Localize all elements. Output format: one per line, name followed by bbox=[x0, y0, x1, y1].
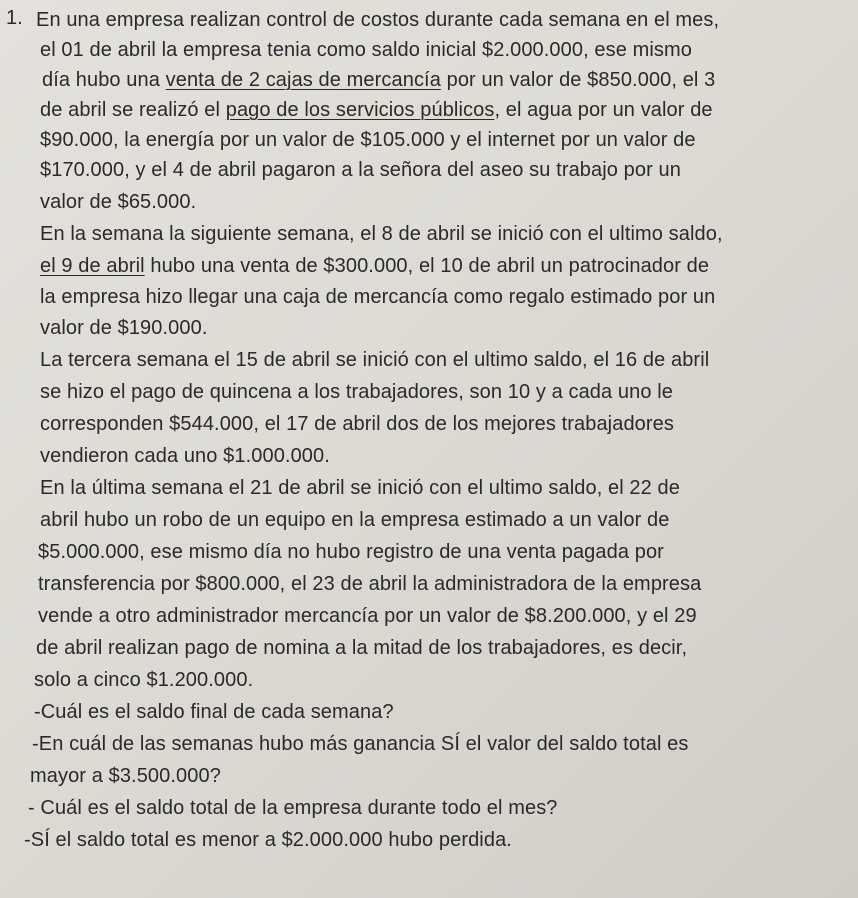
text-line: abril hubo un robo de un equipo en la empresa estimado a un valor de bbox=[40, 509, 670, 531]
question-4: -SÍ el saldo total es menor a $2.000.000 hubo perdida. bbox=[24, 829, 512, 851]
text-line: $90.000, la energía por un valor de $105.000 y el internet por un valor de bbox=[40, 129, 696, 151]
text-line: transferencia por $800.000, el 23 de abril la administradora de la empresa bbox=[38, 573, 702, 595]
text-line bbox=[40, 98, 713, 122]
text-line: $170.000, y el 4 de abril pagaron a la señora del aseo su trabajo por un bbox=[40, 159, 681, 181]
text-line: corresponden $544.000, el 17 de abril dos de los mejores trabajadores bbox=[40, 413, 674, 435]
text-line: se hizo el pago de quincena a los trabajadores, son 10 y a cada uno le bbox=[40, 381, 673, 403]
underlined-text: venta de 2 cajas de mercancía bbox=[165, 69, 441, 91]
text-line bbox=[42, 68, 715, 92]
text-line: En una empresa realizan control de costos durante cada semana en el mes, bbox=[36, 9, 720, 31]
text-line bbox=[40, 254, 709, 278]
text-line: valor de $65.000. bbox=[40, 191, 197, 213]
text-line: En la última semana el 21 de abril se inició con el ultimo saldo, el 22 de bbox=[40, 477, 680, 499]
problem-number: 1. bbox=[6, 7, 23, 29]
question-2-continued: mayor a $3.500.000? bbox=[30, 765, 221, 787]
question-2: -En cuál de las semanas hubo más ganancia SÍ el valor del saldo total es bbox=[32, 733, 689, 755]
text-line: el 01 de abril la empresa tenia como saldo inicial $2.000.000, ese mismo bbox=[40, 39, 693, 61]
text-line: $5.000.000, ese mismo día no hubo registro de una venta pagada por bbox=[38, 541, 664, 563]
underlined-text: pago de los servicios públicos bbox=[225, 99, 495, 121]
text-line: vendieron cada uno $1.000.000. bbox=[40, 445, 330, 467]
text-line: de abril realizan pago de nomina a la mitad de los trabajadores, es decir, bbox=[36, 637, 688, 659]
question-1: -Cuál es el saldo final de cada semana? bbox=[34, 701, 394, 723]
text-line: En la semana la siguiente semana, el 8 de abril se inició con el ultimo saldo, bbox=[40, 223, 723, 245]
question-3: - Cuál es el saldo total de la empresa durante todo el mes? bbox=[28, 797, 558, 819]
text-segment: de abril se realizó el bbox=[40, 99, 226, 121]
text-segment: día hubo una bbox=[42, 69, 166, 91]
text-line: la empresa hizo llegar una caja de mercancía como regalo estimado por un bbox=[40, 286, 716, 308]
text-segment: por un valor de $850.000, el 3 bbox=[440, 69, 716, 91]
text-segment: hubo una venta de $300.000, el 10 de abril un patrocinador de bbox=[144, 255, 710, 277]
text-line: valor de $190.000. bbox=[40, 317, 208, 339]
text-segment: , el agua por un valor de bbox=[494, 99, 713, 121]
text-line: vende a otro administrador mercancía por un valor de $8.200.000, y el 29 bbox=[38, 605, 697, 627]
text-line: solo a cinco $1.200.000. bbox=[34, 669, 254, 691]
text-line: La tercera semana el 15 de abril se inició con el ultimo saldo, el 16 de abril bbox=[40, 349, 710, 371]
underlined-text: el 9 de abril bbox=[40, 255, 145, 277]
